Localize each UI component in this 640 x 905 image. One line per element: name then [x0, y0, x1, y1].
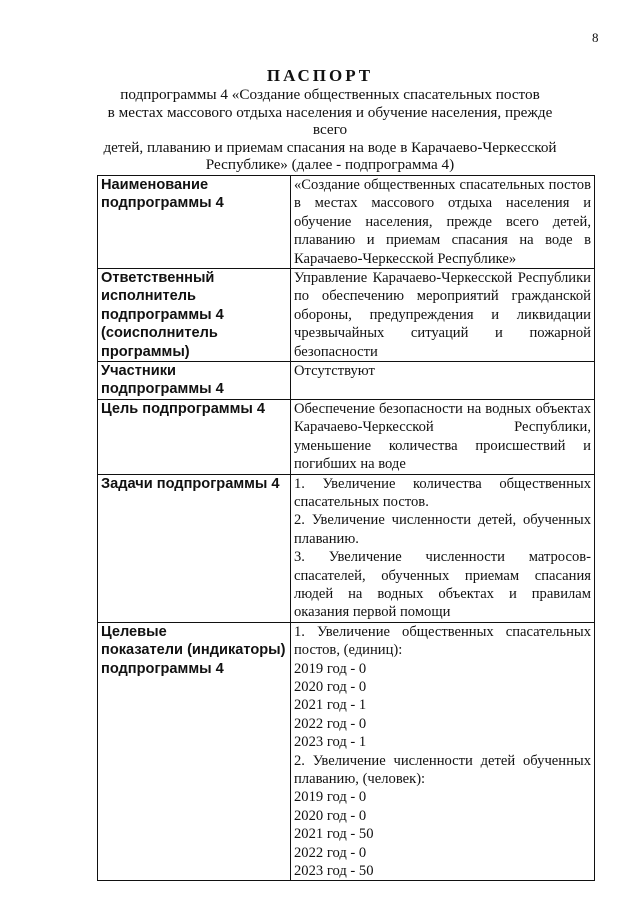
indicator-year-value: 2019 год - 0: [294, 660, 367, 677]
document-title: ПАСПОРТ: [266, 66, 374, 85]
subtitle-line: подпрограммы 4 «Создание общественных спасательных постов: [120, 86, 540, 103]
indicator-year-value: 2023 год - 50: [294, 863, 374, 880]
table-row-participants: [98, 362, 595, 400]
row-label: [98, 176, 291, 269]
task-item: 2. Увеличение численности детей, обученных плаванию.: [294, 512, 591, 547]
subtitle-line: Республике» (далее - подпрограмма 4): [205, 156, 455, 173]
label-line: Задачи подпрограммы 4: [101, 475, 280, 492]
indicator-year-value: 2020 год - 0: [294, 678, 367, 695]
task-item: 3. Увеличение численности матросов-спасателей, обученных приемам спасания людей на водных объектах и правилам оказания первой помощи: [294, 549, 591, 621]
row-value: [291, 474, 595, 622]
row-value: [291, 176, 595, 269]
row-label: [98, 362, 291, 400]
label-line: Целевые: [101, 623, 167, 640]
task-item: 1. Увеличение количества общественных спасательных постов.: [294, 475, 591, 510]
row-value: [291, 362, 595, 400]
label-line: подпрограммы 4: [101, 381, 224, 398]
indicator-year-value: 2022 год - 0: [294, 844, 367, 861]
value-text: Обеспечение безопасности на водных объектах Карачаево-Черкесской Республики, уменьшение количества происшествий и погибших на воде: [294, 400, 591, 473]
label-line: Наименование: [101, 177, 209, 193]
indicator-heading: 1. Увеличение общественных спасательных постов, (единиц):: [294, 623, 591, 659]
label-line: подпрограммы 4: [101, 195, 224, 212]
value-text: Отсутствуют: [294, 363, 375, 380]
label-line: Участники: [101, 363, 176, 380]
row-label: [98, 474, 291, 622]
label-line: показатели (индикаторы): [101, 642, 286, 659]
indicator-heading: 2. Увеличение численности детей обученных плаванию, (человек):: [294, 752, 591, 787]
passport-table: [97, 175, 595, 881]
row-value: [291, 622, 595, 881]
value-text: «Создание общественных спасательных постов в местах массового отдыха населения и обучение населения, прежде всего детей, плаванию и приемам спасания на воде в Карачаево-Черкесской Республике»: [294, 177, 591, 267]
row-label: [98, 269, 291, 362]
label-line: Ответственный исполнитель подпрограммы 4 (соисполнитель программы): [101, 270, 224, 360]
table-row-goal: [98, 399, 595, 474]
subtitle-line: детей, плаванию и приемам спасания на воде в Карачаево-Черкесской: [103, 138, 557, 156]
table-row-responsible: [98, 269, 595, 362]
table-row-indicators: [98, 622, 595, 881]
indicator-year-value: 2021 год - 50: [294, 826, 374, 843]
value-text: Управление Карачаево-Черкесской Республики по обеспечению мероприятий гражданской обороны, предупреждения и ликвидации чрезвычайных ситуаций и пожарной безопасности: [294, 270, 591, 360]
indicator-year-value: 2020 год - 0: [294, 807, 367, 824]
table-row-tasks: [98, 474, 595, 622]
table-row-name: [98, 176, 595, 269]
row-label: [98, 399, 291, 474]
indicator-year-value: 2022 год - 0: [294, 715, 367, 732]
label-line: Цель подпрограммы 4: [101, 400, 266, 417]
indicator-year-value: 2021 год - 1: [294, 697, 367, 714]
row-value: [291, 269, 595, 362]
subtitle-line: в местах массового отдыха населения и обучение населения, прежде всего: [107, 103, 553, 138]
indicator-year-value: 2019 год - 0: [294, 789, 367, 806]
document-subtitle: [100, 86, 560, 174]
page-number: 8: [592, 30, 599, 45]
label-line: подпрограммы 4: [101, 660, 224, 677]
row-value: [291, 399, 595, 474]
row-label: [98, 622, 291, 881]
indicator-year-value: 2023 год - 1: [294, 734, 367, 751]
